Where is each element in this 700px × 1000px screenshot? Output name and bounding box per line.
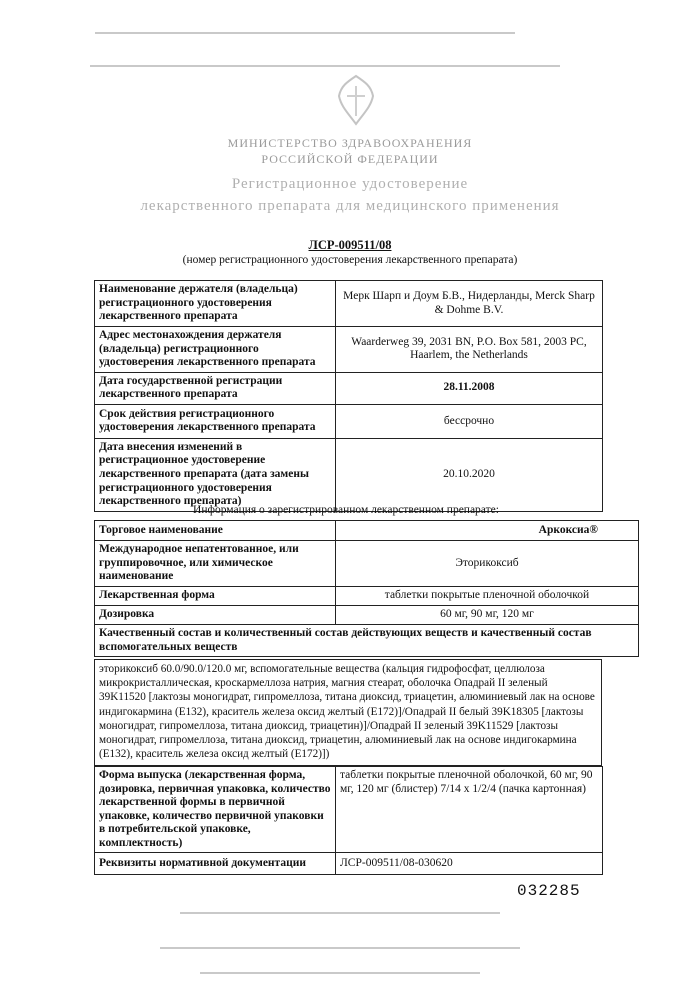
holder-name-label: Наименование держателя (владельца) регистрационного удостоверения лекарственного препарата [95,281,336,327]
dosage-form-label: Лекарственная форма [95,587,336,606]
table-row [95,404,603,438]
trade-name-label: Торговое наименование [95,521,336,541]
registration-date-label: Дата государственной регистрации лекарственного препарата [95,372,336,404]
table-row [95,587,639,606]
change-date-value: 20.10.2020 [336,438,603,511]
table-row [95,327,603,373]
scan-noise-line [160,947,520,949]
normative-doc-value: ЛСР-009511/08-030620 [336,853,603,875]
release-form-table [94,766,603,875]
scan-noise-line [180,912,500,914]
scan-noise-line [200,972,480,974]
validity-label: Срок действия регистрационного удостоверения лекарственного препарата [95,404,336,438]
normative-doc-label: Реквизиты нормативной документации [95,853,336,875]
table-row [95,767,603,853]
dosage-form-value: таблетки покрытые пленочной оболочкой [336,587,639,606]
form-serial-number: 032285 [517,882,581,900]
table-row [95,541,639,587]
certificate-title-line2: лекарственного препарата для медицинского применения [140,198,560,214]
table-row [95,625,639,657]
holder-address-label: Адрес местонахождения держателя (владельца) регистрационного удостоверения лекарственного препарата [95,327,336,373]
holder-name-value: Мерк Шарп и Доум Б.В., Нидерланды, Merck Sharp & Dohme B.V. [336,281,603,327]
coat-of-arms-emblem [333,72,379,130]
composition-text: эторикоксиб 60.0/90.0/120.0 мг, вспомогательные вещества (кальция гидрофосфат, целлюлоза микрокристаллическая, кроскармеллоза натрия, магния стеарат, оболочка Опадрай II зеленый 39K11520 [лактозы моногидрат, гипромеллоза, титана диоксид, триацетин, алюминиевый лак на основе индигокармина (E132), краситель железа оксид желтый (E172)]/Опадрай II белый 39K18305 [лактозы моногидрат, гипромеллоза, титана диоксид, триацетин)]/Опадрай II зеленый 39K11529 [лактозы моногидрат, гипромеллоза, титана диоксид, триацетин, алюминиевый лак на основе индигокармина (E132), краситель железа оксид желтый (E172)]) [94,659,602,766]
registration-number: ЛСР-009511/08 [308,238,392,252]
release-form-value: таблетки покрытые пленочной оболочкой, 60 мг, 90 мг, 120 мг (блистер) 7/14 x 1/2/4 (пачка картонная) [336,767,603,853]
dosage-value: 60 мг, 90 мг, 120 мг [336,606,639,625]
composition-heading: Качественный состав и количественный состав действующих веществ и качественный состав вспомогательных веществ [95,625,639,657]
drug-info-heading: Информация о зарегистрированном лекарственном препарате: [193,504,499,516]
table-row [95,606,639,625]
dosage-label: Дозировка [95,606,336,625]
trade-name-value: Аркоксиа® [336,521,639,541]
table-row [95,521,639,541]
inn-value: Эторикоксиб [336,541,639,587]
change-date-label: Дата внесения изменений в регистрационное удостоверение лекарственного препарата (дата замены регистрационного удостоверения лекарственного препарата) [95,438,336,511]
scan-noise-line [95,32,515,34]
table-row [95,372,603,404]
holder-address-value: Waarderweg 39, 2031 BN, P.O. Box 581, 2003 PC, Haarlem, the Netherlands [336,327,603,373]
scan-noise-line [90,65,560,67]
ministry-name-line1: МИНИСТЕРСТВО ЗДРАВООХРАНЕНИЯ [227,136,473,150]
registration-date-value: 28.11.2008 [336,372,603,404]
table-row [95,438,603,511]
inn-label: Международное непатентованное, или группировочное, или химическое наименование [95,541,336,587]
validity-value: бессрочно [336,404,603,438]
release-form-label: Форма выпуска (лекарственная форма, дозировка, первичная упаковка, количество лекарственной формы в первичной упаковке, количество первичной упаковки в потребительской упаковке, комплектность) [95,767,336,853]
table-row [95,853,603,875]
table-row [95,281,603,327]
ministry-name-line2: РОССИЙСКОЙ ФЕДЕРАЦИИ [261,152,439,166]
registration-number-caption: (номер регистрационного удостоверения лекарственного препарата) [182,254,518,266]
holder-info-table [94,280,603,512]
certificate-title-line1: Регистрационное удостоверение [231,176,469,192]
drug-info-table [94,520,639,657]
